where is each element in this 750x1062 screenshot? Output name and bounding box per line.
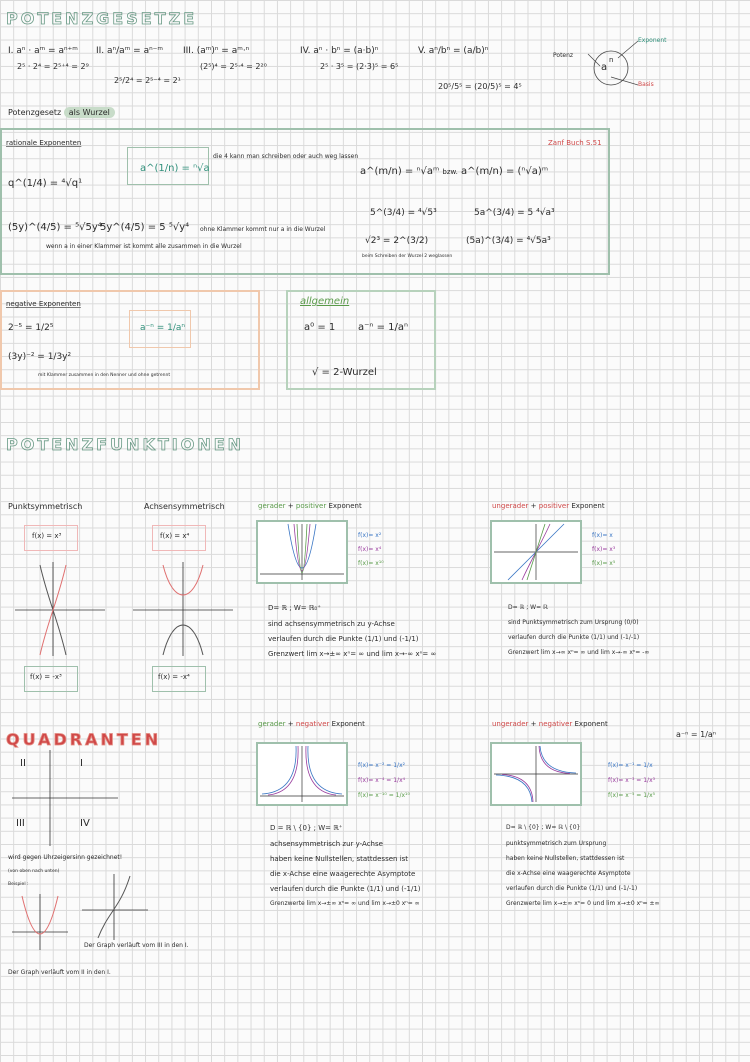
- punkt-func-2: f(x) = -x³: [30, 673, 62, 681]
- law-1: I. aⁿ · aᵐ = aⁿ⁺ᵐ: [8, 46, 78, 56]
- g2-heading: gerader + negativer Exponent: [258, 720, 365, 728]
- u2-func-1: f(x)= x⁻¹ = 1/x: [608, 762, 653, 769]
- u1-text-3: verlaufen durch die Punkte (1/1) und (-1/-1): [508, 634, 640, 641]
- achsen-func-2: f(x) = -x⁴: [158, 673, 190, 681]
- quadrant-axes: [10, 748, 120, 848]
- g1-func-3: f(x)= x¹⁰: [358, 560, 384, 567]
- wurzel-rule-1: 5^(3/4) = ⁴√5³: [370, 208, 437, 218]
- diagram-base-a: a: [601, 62, 608, 73]
- g1-graph: [258, 522, 346, 582]
- law-4-example: 2⁵ · 3⁵ = (2·3)⁵ = 6⁵: [320, 62, 399, 71]
- wurzel-rule-4: (5a)^(3/4) = ⁴√5a³: [466, 236, 551, 246]
- quadrant-example-2: [80, 872, 150, 942]
- g2-func-1: f(x)= x⁻² = 1/x²: [358, 762, 406, 769]
- u1-text-4: Grenzwert lim x→∞ xⁿ= ∞ und lim x→-∞ xⁿ= -∞: [508, 649, 650, 656]
- wurzel-example-1: q^(1/4) = ⁴√q¹: [8, 178, 83, 189]
- negative-note: mit Klammer zusammen in den Nenner und ohne getrennt: [38, 373, 171, 378]
- quadrant-example-1: [10, 892, 70, 952]
- law-2-example: 2⁵/2⁴ = 2⁵⁻⁴ = 2¹: [114, 76, 181, 85]
- g1-text-4: Grenzwert lim x→±∞ xⁿ= ∞ und lim x→-∞ xⁿ= ∞: [268, 650, 437, 658]
- punkt-func-1: f(x) = x³: [32, 532, 62, 540]
- law-5: V. aⁿ/bⁿ = (a/b)ⁿ: [418, 46, 489, 56]
- u2-text-5: verlaufen durch die Punkte (1/1) und (-1/-1): [506, 885, 638, 892]
- allgemein-a0: a⁰ = 1: [304, 322, 336, 333]
- u1-func-1: f(x)= x: [592, 532, 613, 539]
- g1-text-3: verlaufen durch die Punkte (1/1) und (-1/1): [268, 635, 419, 643]
- rational-label: rationale Exponenten: [6, 139, 82, 147]
- title-potenzfunktionen: POTENZFUNKTIONEN: [6, 435, 245, 454]
- u1-graph: [492, 522, 580, 582]
- quadrant-direction-note: wird gegen Uhrzeigersinn gezeichnet!: [8, 854, 123, 861]
- wurzel-main-formula: a^(1/n) = ⁿ√a: [140, 163, 210, 174]
- u2-func-3: f(x)= x⁻⁵ = 1/x⁵: [608, 792, 656, 799]
- u1-func-2: f(x)= x³: [592, 546, 616, 553]
- quadrant-graph-note-1: Der Graph verläuft vom III in den I.: [84, 942, 189, 949]
- g2-text-3: haben keine Nullstellen, stattdessen ist: [270, 855, 409, 863]
- allgemein-title: allgemein: [300, 296, 350, 307]
- negative-main-formula: a⁻ⁿ = 1/aⁿ: [140, 323, 185, 333]
- law-3-example: (2⁵)⁴ = 2⁵·⁴ = 2²⁰: [200, 62, 267, 71]
- u1-func-3: f(x)= x⁵: [592, 560, 616, 567]
- law-3: III. (aᵐ)ⁿ = aᵐ·ⁿ: [183, 46, 250, 56]
- quadrant-beispiel: Beispiel :: [8, 882, 29, 887]
- wurzel-rule-2: √2³ = 2^(3/2): [365, 236, 429, 246]
- g1-heading: gerader + positiver Exponent: [258, 502, 362, 510]
- punktsym-graph: [10, 560, 110, 660]
- u2-heading: ungerader + negativer Exponent: [492, 720, 608, 728]
- g2-func-3: f(x)= x⁻¹⁰ = 1/x¹⁰: [358, 792, 410, 799]
- quadrant-tiny-note: (von oben nach unten): [8, 869, 60, 874]
- law-4: IV. aⁿ · bⁿ = (a·b)ⁿ: [300, 46, 379, 56]
- law-5-example: 20⁵/5⁵ = (20/5)⁵ = 4⁵: [438, 82, 522, 91]
- wurzel-tiny-note: beim Schreiben der Wurzel 2 weglassen: [362, 254, 453, 259]
- u2-text-4: die x-Achse eine waagerechte Asymptote: [506, 870, 631, 877]
- g2-text-2: achsensymmetrisch zur y-Achse: [270, 840, 383, 848]
- title-quadranten: QUADRANTEN: [6, 730, 162, 749]
- u2-text-2: punktsymmetrisch zum Ursprung: [506, 840, 607, 847]
- wurzel-general-formula: a^(m/n) = ⁿ√aᵐ bzw. a^(m/n) = (ⁿ√a)ᵐ: [360, 166, 549, 177]
- negative-label: negative Exponenten: [6, 300, 81, 308]
- g1-text-2: sind achsensymmetrisch zu y-Achse: [268, 620, 395, 628]
- diagram-potenz-label: Potenz: [553, 52, 574, 59]
- g2-graph: [258, 744, 346, 804]
- wurzel-heading: Potenzgesetz als Wurzel: [8, 108, 115, 117]
- g2-text-6: Grenzwerte lim x→±∞ xⁿ= ∞ und lim x→±0 xⁿ= ∞: [270, 900, 420, 907]
- diagram-basis-label: Basis: [638, 81, 654, 88]
- allgemein-an: a⁻ⁿ = 1/aⁿ: [358, 322, 408, 333]
- wurzel-rule-3: 5a^(3/4) = 5 ⁴√a³: [474, 208, 555, 218]
- achsen-func-1: f(x) = x⁴: [160, 532, 190, 540]
- u2-graph: [492, 744, 580, 804]
- law-1-example: 2⁵ · 2⁴ = 2⁵⁺⁴ = 2⁹: [17, 62, 89, 71]
- title-potenzgesetze: POTENZGESETZE: [6, 9, 198, 28]
- diagram-exponent-label: Exponent: [638, 37, 667, 44]
- u2-top-formula: a⁻ⁿ = 1/aⁿ: [676, 730, 716, 739]
- quadrant-I: I: [80, 758, 83, 769]
- punktsym-label: Punktsymmetrisch: [8, 502, 83, 511]
- u2-text-3: haben keine Nullstellen, stattdessen ist: [506, 855, 625, 862]
- law-2: II. aⁿ/aᵐ = aⁿ⁻ᵐ: [96, 46, 164, 56]
- diagram-exp-n: n: [609, 56, 614, 64]
- quadrant-graph-note-2: Der Graph verläuft vom II in den I.: [8, 969, 111, 976]
- g2-text-5: verlaufen durch die Punkte (1/1) und (-1/1): [270, 885, 421, 893]
- u2-text-6: Grenzwerte lim x→±∞ xⁿ= 0 und lim x→±0 xⁿ= ±∞: [506, 900, 660, 907]
- u2-text-1: D= ℝ \ {0} ; W= ℝ \ {0}: [506, 824, 581, 831]
- allgemein-wurzel: √ = 2-Wurzel: [312, 367, 377, 378]
- g2-func-2: f(x)= x⁻⁴ = 1/x⁴: [358, 777, 406, 784]
- quadrant-IV: IV: [80, 818, 90, 829]
- g2-text-4: die x-Achse eine waagerechte Asymptote: [270, 870, 416, 878]
- wurzel-box: [0, 128, 610, 275]
- wurzel-example-2: (5y)^(4/5) = ⁵√5y⁴: [8, 222, 102, 233]
- achsensym-graph: [128, 560, 238, 660]
- wurzel-note-3: wenn a in einer Klammer ist kommt alle zusammen in die Wurzel: [46, 243, 242, 250]
- wurzel-note-2: ohne Klammer kommt nur a in die Wurzel: [200, 226, 326, 233]
- u2-func-2: f(x)= x⁻³ = 1/x³: [608, 777, 656, 784]
- negative-example-2: (3y)⁻² = 1/3y²: [8, 352, 72, 362]
- quadrant-II: II: [20, 758, 26, 769]
- u1-heading: ungerader + positiver Exponent: [492, 502, 605, 510]
- g1-func-2: f(x)= x⁴: [358, 546, 382, 553]
- g1-text-1: D= ℝ ; W= ℝ₀⁺: [268, 604, 321, 612]
- quadrant-III: III: [16, 818, 25, 829]
- wurzel-note-1: die 4 kann man schreiben oder auch weg lassen: [213, 153, 359, 160]
- g2-text-1: D = ℝ \ {0} ; W= ℝ⁺: [270, 824, 343, 832]
- achsensym-label: Achsensymmetrisch: [144, 502, 225, 511]
- book-reference: Zanf Buch S.51: [548, 139, 602, 147]
- negative-example-1: 2⁻⁵ = 1/2⁵: [8, 323, 54, 333]
- g1-func-1: f(x)= x²: [358, 532, 382, 539]
- u1-text-2: sind Punktsymmetrisch zum Ursprung (0/0): [508, 619, 639, 626]
- wurzel-example-3: 5y^(4/5) = 5 ⁵√y⁴: [100, 222, 190, 233]
- u1-text-1: D= ℝ ; W= ℝ: [508, 604, 548, 611]
